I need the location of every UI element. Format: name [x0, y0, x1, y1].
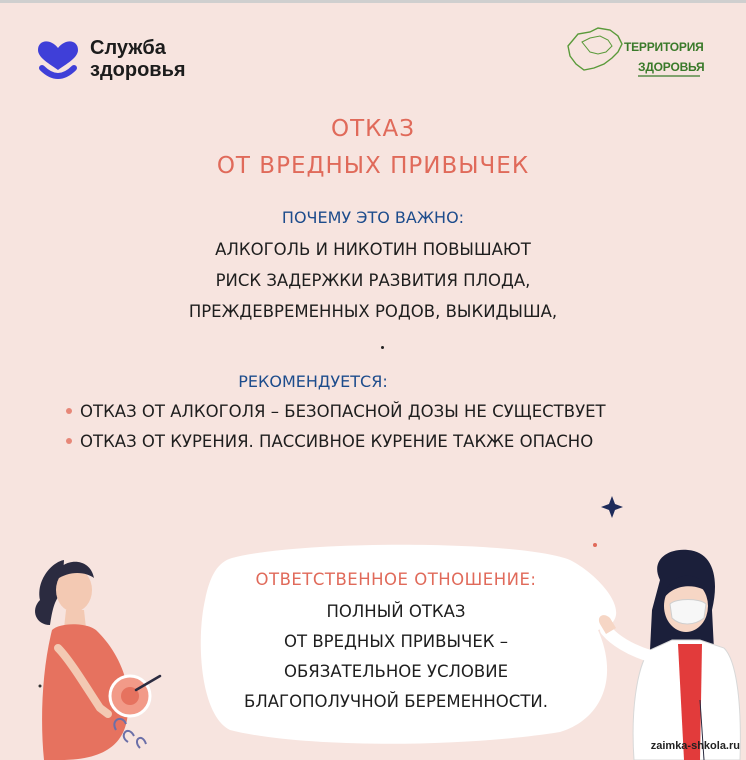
recommended-header: РЕКОМЕНДУЕТСЯ: [238, 372, 388, 391]
recommended-item-text: ОТКАЗ ОТ КУРЕНИЯ. ПАССИВНОЕ КУРЕНИЕ ТАКЖЕ ОПАСНО [80, 432, 594, 451]
sparkle-icon [601, 496, 623, 518]
responsible-line: ПОЛНЫЙ ОТКАЗ [326, 602, 466, 621]
doctor-illustration [599, 550, 740, 760]
brand-name-line2: здоровья [90, 59, 186, 81]
responsible-header: ОТВЕТСТВЕННОЕ ОТНОШЕНИЕ: [255, 570, 537, 589]
sparkle-dot [593, 543, 597, 547]
pregnant-woman-illustration [35, 560, 160, 760]
title-line2: ОТ ВРЕДНЫХ ПРИВЫЧЕК [216, 153, 530, 179]
why-line: АЛКОГОЛЬ И НИКОТИН ПОВЫШАЮТ [215, 240, 531, 259]
responsible-line: БЛАГОПОЛУЧНОЙ БЕРЕМЕННОСТИ. [244, 692, 548, 711]
title-line1: ОТКАЗ [331, 116, 415, 142]
why-line: РИСК ЗАДЕРЖКИ РАЗВИТИЯ ПЛОДА, [215, 271, 531, 290]
why-header: ПОЧЕМУ ЭТО ВАЖНО: [281, 208, 465, 227]
watermark: zaimka-shkola.ru [650, 740, 740, 752]
partner-name-line2: ЗДОРОВЬЯ [638, 60, 705, 74]
responsible-line: ОБЯЗАТЕЛЬНОЕ УСЛОВИЕ [284, 662, 508, 681]
why-line: ПРЕЖДЕВРЕМЕННЫХ РОДОВ, ВЫКИДЫША, [188, 302, 558, 321]
partner-name-line1: ТЕРРИТОРИЯ [624, 40, 704, 54]
responsible-line: ОТ ВРЕДНЫХ ПРИВЫЧЕК – [284, 632, 508, 651]
sparkle-dot [39, 685, 42, 688]
brand-name-line1: Служба [90, 37, 166, 59]
recommended-item-text: ОТКАЗ ОТ АЛКОГОЛЯ – БЕЗОПАСНОЙ ДОЗЫ НЕ СУЩЕСТВУЕТ [80, 402, 606, 421]
